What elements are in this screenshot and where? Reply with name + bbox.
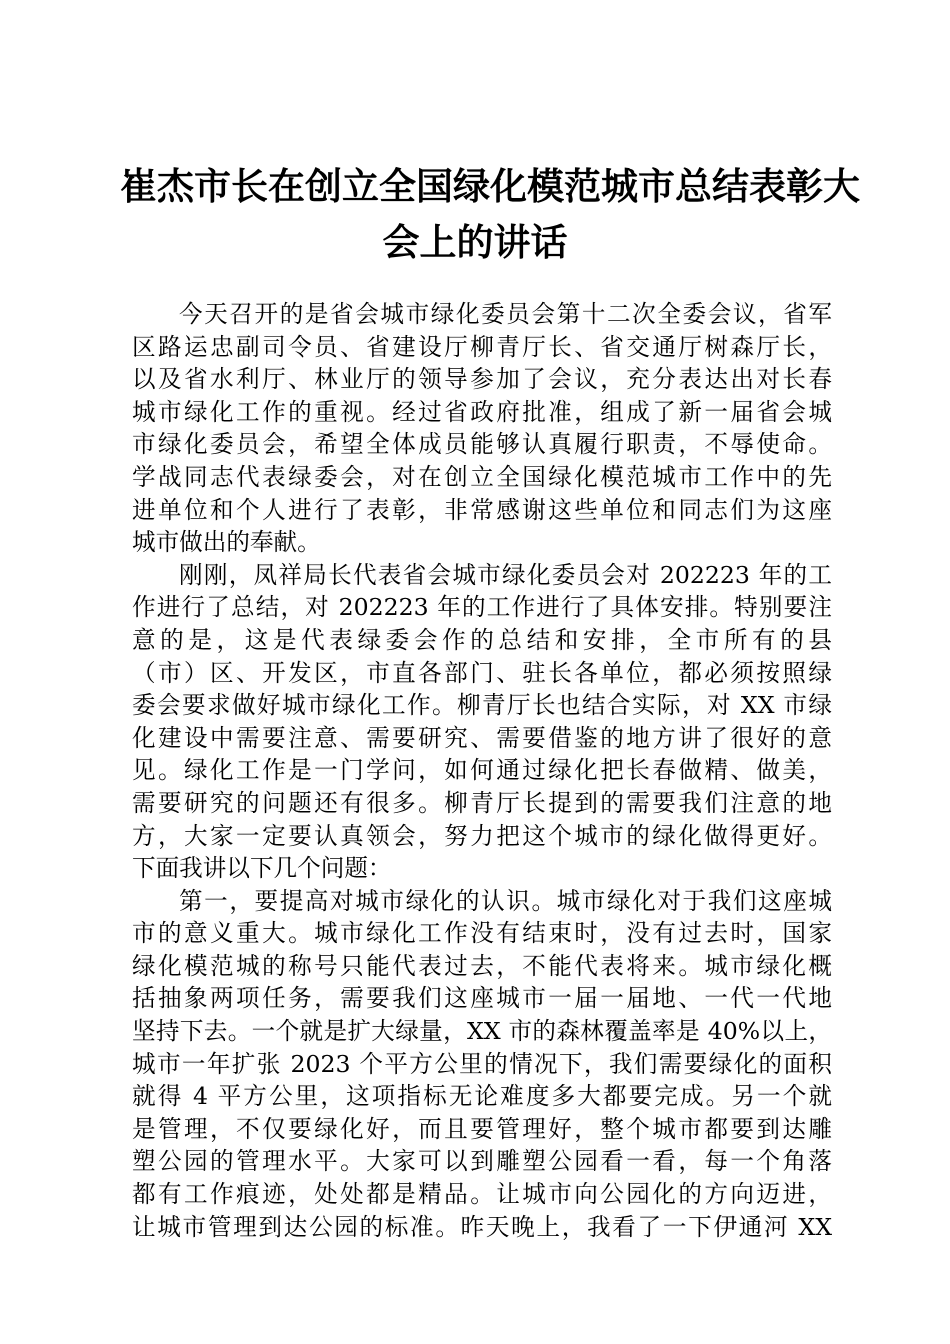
text-line: 刚刚，凤祥局长代表省会城市绿化委员会对 202223 年的工 bbox=[179, 560, 832, 589]
text-line: 括抽象两项任务，需要我们这座城市一届一届地、一代一代地 bbox=[132, 984, 832, 1013]
text-line: 城市一年扩张 2023 个平方公里的情况下，我们需要绿化的面积 bbox=[132, 1049, 832, 1078]
title-line: 崔杰市长在创立全国绿化模范城市总结表彰大 bbox=[120, 164, 860, 208]
paragraph-first-point bbox=[132, 885, 832, 1244]
text-line: 市绿化委员会，希望全体成员能够认真履行职责，不辱使命。 bbox=[132, 430, 832, 459]
text-line: 都有工作痕迹，处处都是精品。让城市向公园化的方向迈进， bbox=[132, 1180, 832, 1209]
text-line: 区路运忠副司令员、省建设厅柳青厅长、省交通厅树森厅长， bbox=[132, 332, 832, 361]
page-title bbox=[120, 158, 860, 270]
text-line: （市）区、开发区，市直各部门、驻长各单位，都必须按照绿 bbox=[132, 658, 832, 687]
text-line: 委会要求做好城市绿化工作。柳青厅长也结合实际，对 XX 市绿 bbox=[132, 691, 832, 720]
document-body bbox=[132, 298, 832, 1243]
paragraph-review bbox=[132, 559, 832, 885]
text-line: 今天召开的是省会城市绿化委员会第十二次全委会议，省军 bbox=[179, 300, 832, 328]
text-line: 需要研究的问题还有很多。柳青厅长提到的需要我们注意的地 bbox=[132, 788, 832, 817]
text-line: 方，大家一定要认真领会，努力把这个城市的绿化做得更好。 bbox=[132, 821, 832, 850]
text-line: 就得 4 平方公里，这项指标无论难度多大都要完成。另一个就 bbox=[132, 1082, 832, 1111]
text-line: 坚持下去。一个就是扩大绿量，XX 市的森林覆盖率是 40%以上， bbox=[132, 1017, 832, 1046]
text-line: 进单位和个人进行了表彰，非常感谢这些单位和同志们为这座 bbox=[132, 495, 832, 524]
text-line: 化建设中需要注意、需要研究、需要借鉴的地方讲了很好的意 bbox=[132, 723, 832, 752]
text-line: 让城市管理到达公园的标准。昨天晚上，我看了一下伊通河 XX bbox=[132, 1212, 832, 1241]
text-line: 是管理，不仅要绿化好，而且要管理好，整个城市都要到达雕 bbox=[132, 1114, 832, 1143]
text-line: 以及省水利厅、林业厅的领导参加了会议，充分表达出对长春 bbox=[132, 365, 832, 394]
text-line: 塑公园的管理水平。大家可以到雕塑公园看一看，每一个角落 bbox=[132, 1147, 832, 1176]
text-line: 见。绿化工作是一门学问，如何通过绿化把长春做精、做美， bbox=[132, 756, 832, 785]
text-line: 市的意义重大。城市绿化工作没有结束时，没有过去时，国家 bbox=[132, 919, 832, 948]
text-line: 绿化模范城的称号只能代表过去，不能代表将来。城市绿化概 bbox=[132, 951, 832, 980]
text-line: 城市绿化工作的重视。经过省政府批准，组成了新一届省会城 bbox=[132, 397, 832, 426]
text-line: 意的是，这是代表绿委会作的总结和安排，全市所有的县 bbox=[132, 625, 832, 654]
text-line: 下面我讲以下几个问题： bbox=[132, 854, 392, 883]
title-line: 会上的讲话 bbox=[382, 220, 568, 264]
text-line: 学战同志代表绿委会，对在创立全国绿化模范城市工作中的先 bbox=[132, 462, 832, 491]
paragraph-opening bbox=[132, 298, 832, 559]
text-line: 作进行了总结，对 202223 年的工作进行了具体安排。特别要注 bbox=[132, 593, 832, 622]
text-line: 第一，要提高对城市绿化的认识。城市绿化对于我们这座城 bbox=[179, 886, 832, 915]
text-line: 城市做出的奉献。 bbox=[132, 528, 321, 557]
